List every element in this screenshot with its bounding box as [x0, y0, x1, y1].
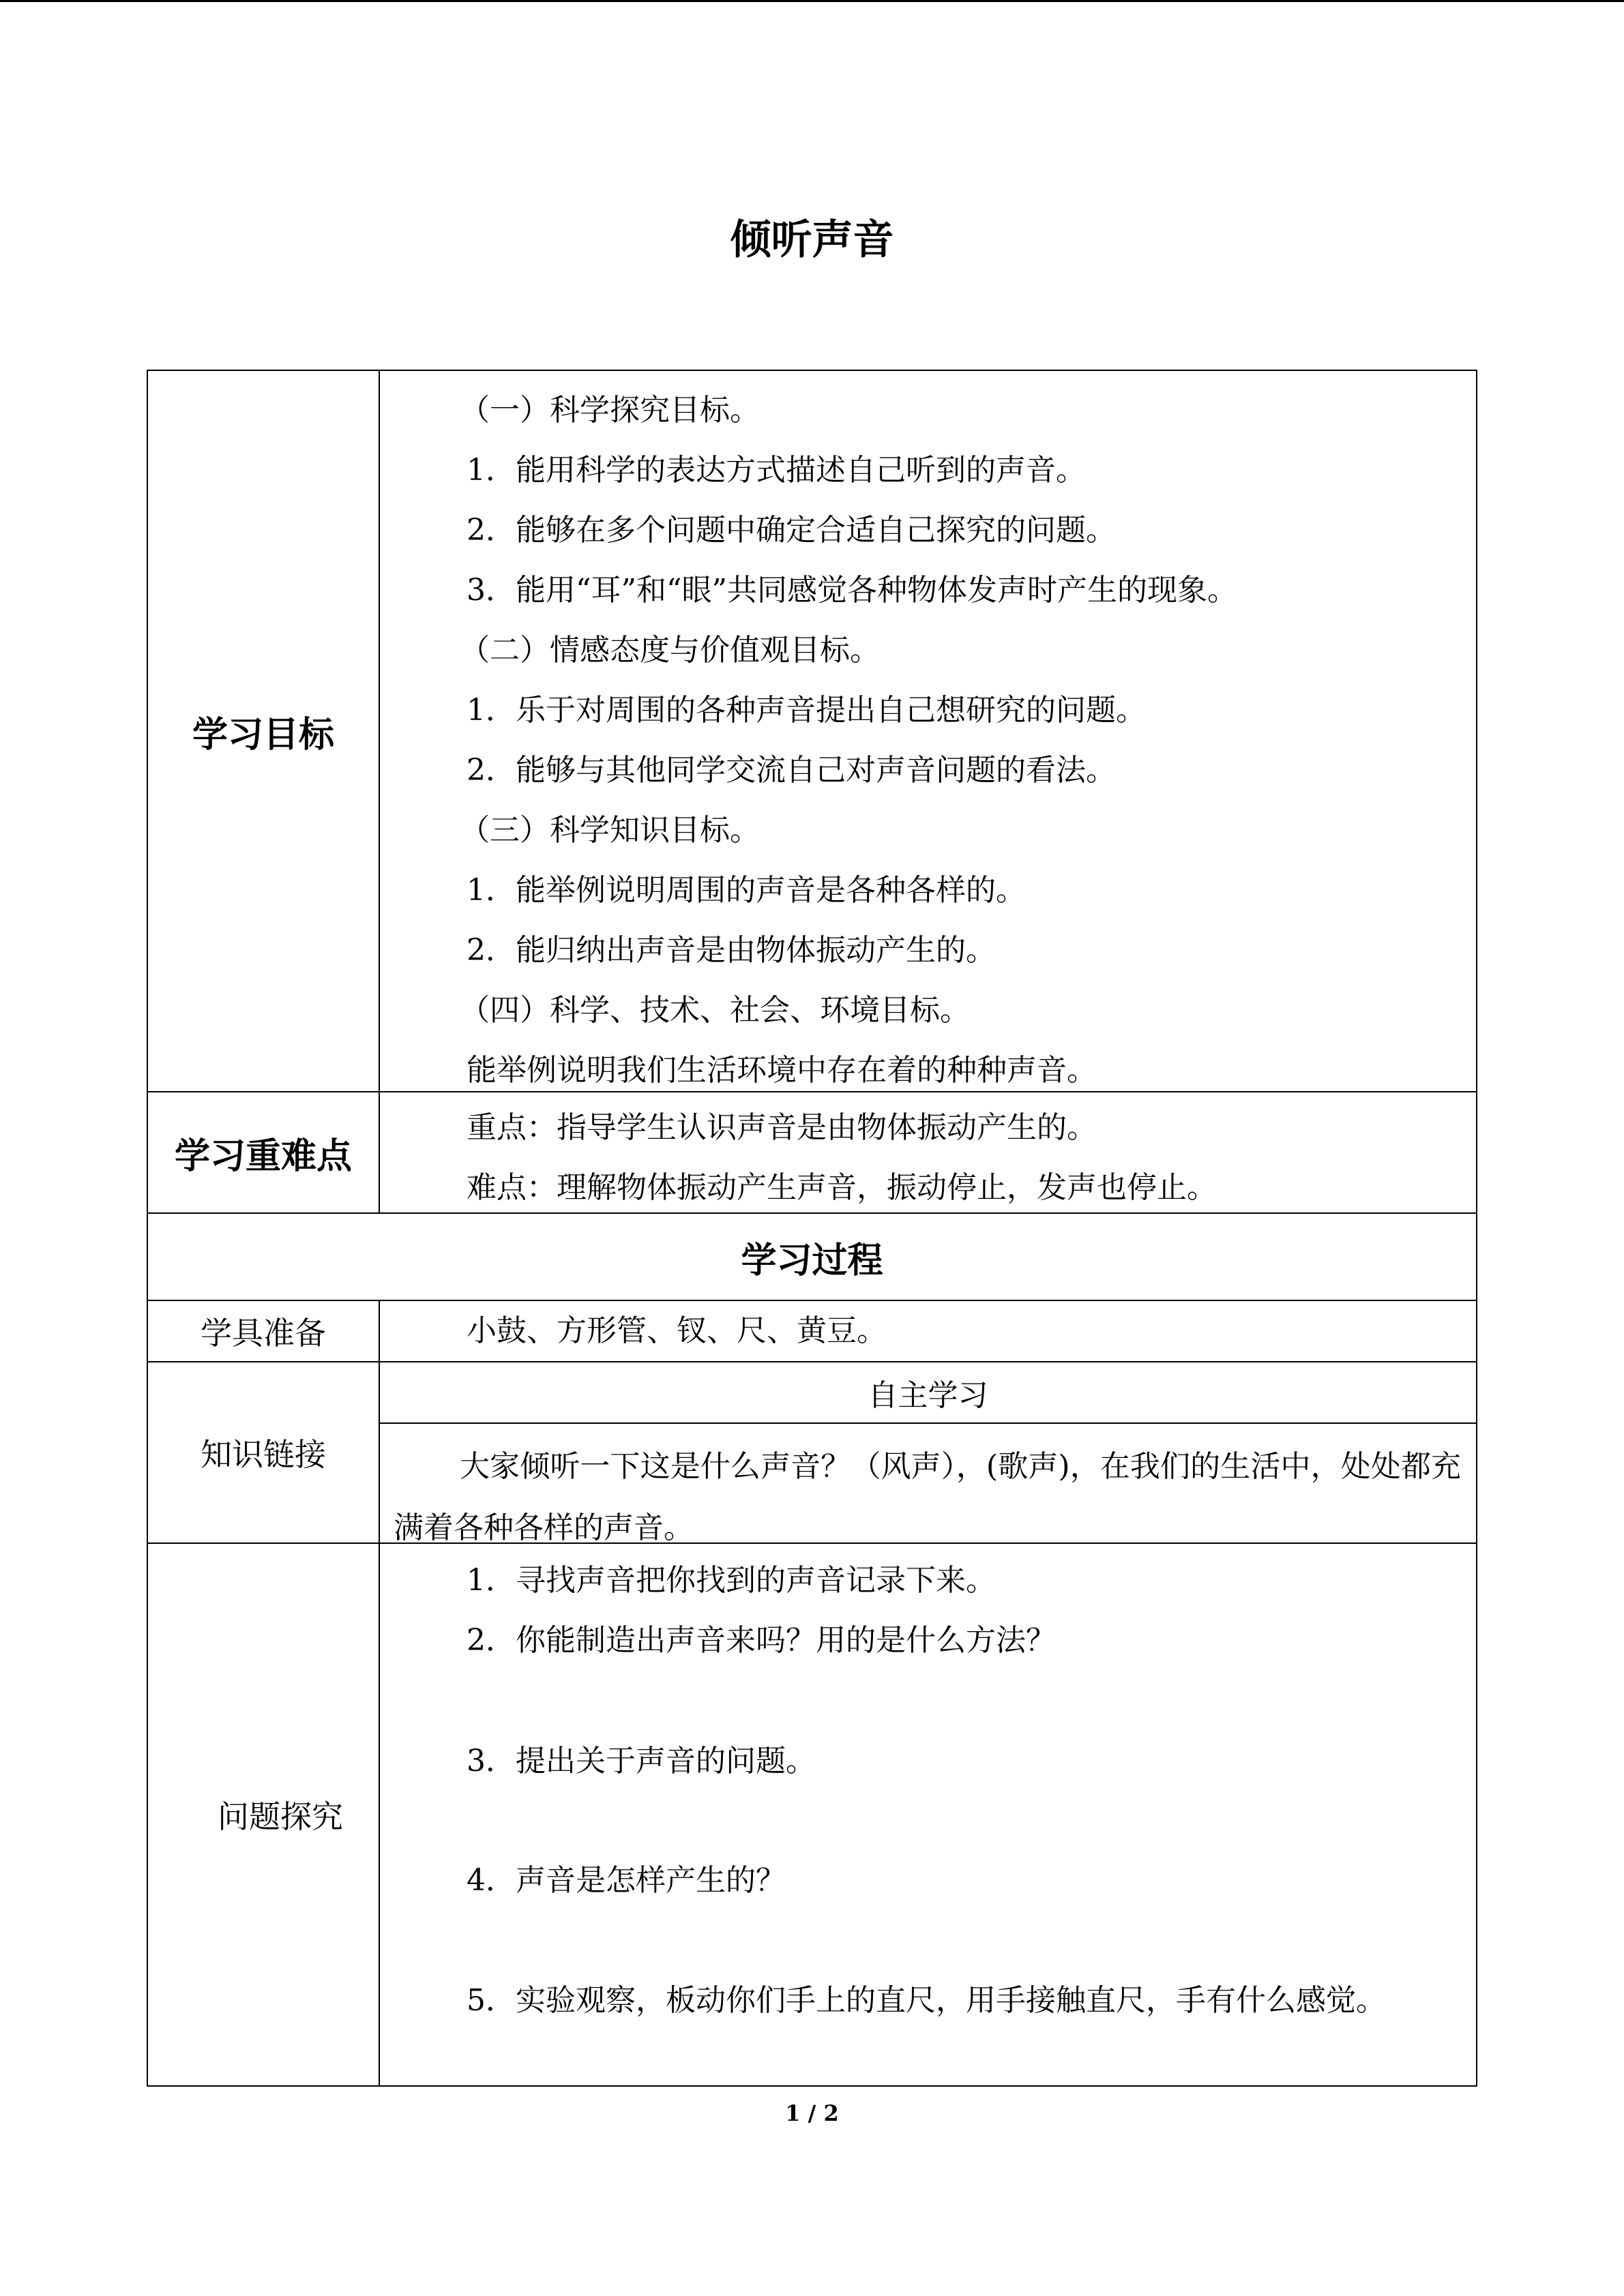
label-key-points: 学习重难点	[148, 1092, 380, 1212]
inquiry-question: 5．实验观察，板动你们手上的直尺，用手接触直尺，手有什么感觉。	[467, 1983, 1386, 2018]
inquiry-content	[380, 1544, 1476, 2085]
goal-line: 1．乐于对周围的各种声音提出自己想研究的问题。	[467, 693, 1146, 728]
inquiry-question: 3．提出关于声音的问题。	[467, 1744, 816, 1778]
label-learning-goals: 学习目标	[148, 371, 380, 1091]
row-inquiry	[148, 1544, 1476, 2085]
key-point-line: 重点：指导学生认识声音是由物体振动产生的。	[467, 1110, 1097, 1145]
goal-line: 2．能够与其他同学交流自己对声音问题的看法。	[467, 753, 1116, 788]
label-inquiry: 问题探究	[148, 1544, 380, 2085]
difficult-point-line: 难点：理解物体振动产生声音，振动停止，发声也停止。	[467, 1170, 1217, 1205]
goal-line: 1．能用科学的表达方式描述自己听到的声音。	[467, 453, 1086, 488]
key-points-content	[380, 1092, 1476, 1212]
process-header: 学习过程	[741, 1240, 883, 1281]
row-learning-goals	[148, 371, 1476, 1092]
learning-goals-content	[380, 371, 1476, 1091]
page-number: 1 / 2	[785, 2100, 839, 2126]
knowledge-paragraph: 大家倾听一下这是什么声音？（风声），(歌声)，在我们的生活中，处处都充满着各种各样的声音。	[394, 1449, 1461, 1545]
label-knowledge-link: 知识链接	[148, 1362, 380, 1542]
inquiry-question: 4．声音是怎样产生的？	[467, 1863, 786, 1898]
goal-line: （二）情感态度与价值观目标。	[460, 633, 880, 668]
row-knowledge-link	[148, 1362, 1476, 1544]
goal-line: 2．能够在多个问题中确定合适自己探究的问题。	[467, 513, 1116, 548]
goal-line: （三）科学知识目标。	[460, 813, 760, 848]
lesson-table	[147, 370, 1477, 2087]
top-border-line	[0, 0, 1624, 2]
materials-text: 小鼓、方形管、钗、尺、黄豆。	[467, 1313, 887, 1348]
inquiry-question: 1．寻找声音把你找到的声音记录下来。	[467, 1563, 996, 1598]
goal-line: （一）科学探究目标。	[460, 393, 760, 428]
row-process-header	[148, 1214, 1476, 1301]
inquiry-question: 2．你能制造出声音来吗？用的是什么方法？	[467, 1623, 1056, 1658]
document-title: 倾听声音	[730, 216, 894, 264]
self-study-header: 自主学习	[380, 1362, 1476, 1424]
goal-line: （四）科学、技术、社会、环境目标。	[460, 993, 970, 1028]
goal-line: 3．能用“耳”和“眼”共同感觉各种物体发声时产生的现象。	[467, 573, 1237, 608]
materials-content	[380, 1301, 1476, 1361]
knowledge-content	[380, 1362, 1476, 1545]
goal-line: 1．能举例说明周围的声音是各种各样的。	[467, 873, 1026, 908]
goal-line: 能举例说明我们生活环境中存在着的种种声音。	[467, 1053, 1097, 1088]
row-key-points	[148, 1092, 1476, 1214]
label-materials: 学具准备	[148, 1301, 380, 1361]
row-materials	[148, 1301, 1476, 1362]
goal-line: 2．能归纳出声音是由物体振动产生的。	[467, 933, 996, 968]
